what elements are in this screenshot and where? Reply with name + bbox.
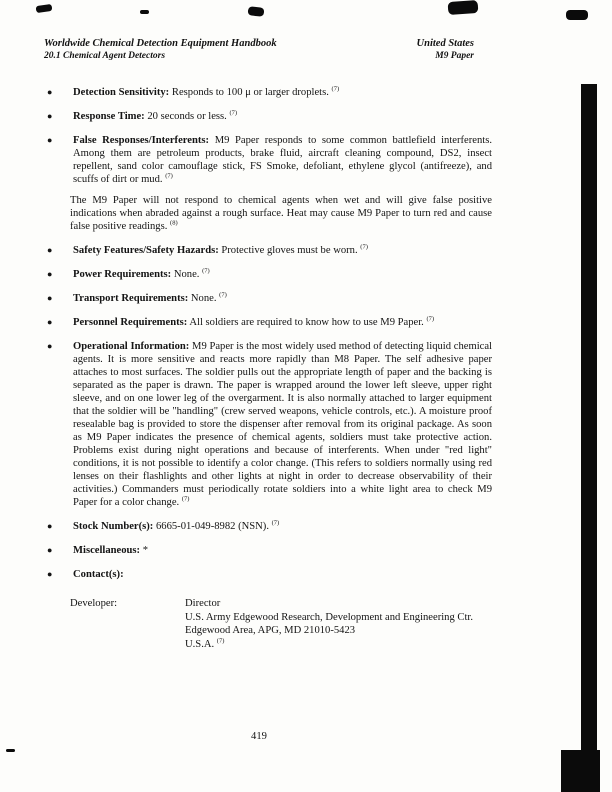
false-responses-continuation xyxy=(70,194,492,233)
footnote-ref: (7) xyxy=(216,636,225,644)
page-header xyxy=(44,38,474,62)
bullet-power-requirements xyxy=(44,268,492,281)
bullet-value: M9 Paper is the most widely used method of detecting liquid chemical agents. It is more sensitive and reacts more rapidly than M8 Paper. The self adhesive paper attaches to most surfaces. The soldier pulls out the appropriate length of paper and the backing is separated as the paper is drawn. The paper is wrapped around the lower left sleeve, upper right sleeve, and on one lower leg of the overgarment. It is also normally attached to larger equipment that the soldier will be "handling" (crew served weapons, vehicle controls, etc.). A moisture proof resealable bag is provided to store the dispenser after removal from its original package. As soon as M9 Paper indicates the presence of chemical agents, soldiers must take protective action. Problems exist during night operations and because of interferents. When under "red light" conditions, it is not possible to identify a color change. (This refers to soldiers normally using red lenses on their flashlights and other lights at night in order to decrease observability of their activities.) Commanders must periodically rotate soldiers into a white light area to check M9 Paper for a color change. xyxy=(73,341,492,508)
bullet-text xyxy=(73,134,492,186)
bullet-label: Contact(s): xyxy=(73,569,124,580)
bullet-detection-sensitivity xyxy=(44,86,492,99)
bullet-value: Protective gloves must be worn. xyxy=(221,245,358,256)
handbook-title: Worldwide Chemical Detection Equipment Handbook xyxy=(44,38,277,49)
bullet-safety-features xyxy=(44,244,492,257)
bullet-label: Power Requirements: xyxy=(73,269,172,280)
bullet-icon: ● xyxy=(47,317,53,327)
bullet-label: Stock Number(s): xyxy=(73,521,154,532)
bullet-text xyxy=(73,316,492,329)
bullet-value: 20 seconds or less. xyxy=(147,111,227,122)
scan-artifact xyxy=(6,749,15,752)
bullet-icon: ● xyxy=(47,269,53,279)
bullet-text xyxy=(73,292,492,305)
page-number: 419 xyxy=(251,731,267,742)
scan-artifact-right-bar xyxy=(581,84,597,792)
bullet-stock-numbers xyxy=(44,520,492,533)
bullet-text xyxy=(73,544,492,557)
bullet-transport-requirements xyxy=(44,292,492,305)
bullet-text xyxy=(73,86,492,99)
bullet-label: False Responses/Interferents: xyxy=(73,135,210,146)
contact-block xyxy=(70,597,492,651)
bullet-label: Response Time: xyxy=(73,111,145,122)
footnote-ref: (7) xyxy=(219,291,227,299)
footnote-ref: (7) xyxy=(331,85,340,93)
bullet-label: Detection Sensitivity: xyxy=(73,87,170,98)
bullet-text xyxy=(73,520,492,533)
contact-line: U.S. Army Edgewood Research, Development and Engineering Ctr. xyxy=(185,611,474,623)
bullet-value: None. xyxy=(173,269,200,280)
bullet-value: * xyxy=(142,545,149,556)
contact-role-label: Developer: xyxy=(70,598,118,609)
footnote-ref: (7) xyxy=(271,519,280,527)
bullet-label: Safety Features/Safety Hazards: xyxy=(73,245,219,256)
scan-artifact xyxy=(448,0,479,15)
bullet-value: Responds to 100 μ or larger droplets. xyxy=(171,87,329,98)
bullet-value: None. xyxy=(190,293,217,304)
bullet-text xyxy=(73,268,492,281)
footnote-ref: (7) xyxy=(165,172,173,180)
contact-line: Director xyxy=(185,598,221,609)
country-label: United States xyxy=(416,38,474,49)
footnote-ref: (8) xyxy=(170,219,178,227)
bullet-text xyxy=(73,568,492,581)
bullet-label: Miscellaneous: xyxy=(73,545,141,556)
bullet-value: All soldiers are required to know how to use M9 Paper. xyxy=(189,317,424,328)
bullet-icon: ● xyxy=(47,135,53,145)
bullet-icon: ● xyxy=(47,545,53,555)
bullet-value: 6665-01-049-8982 (NSN). xyxy=(155,521,269,532)
bullet-response-time xyxy=(44,110,492,123)
bullet-contacts xyxy=(44,568,492,581)
scan-artifact xyxy=(36,4,53,13)
bullet-value: M9 Paper responds to some common battlefield interferents. Among them are petroleum products, brake fluid, aircraft cleaning compound, DS2, insect repellent, sand color camouflage stick, FS Smoke, defoliant, ethylene glycol (antifreeze), and scuffs of dirt or mud. xyxy=(73,135,492,185)
contact-line: Edgewood Area, APG, MD 21010-5423 xyxy=(185,625,356,636)
header-left xyxy=(44,38,277,62)
bullet-label: Transport Requirements: xyxy=(73,293,189,304)
equipment-label: M9 Paper xyxy=(435,51,474,61)
footnote-ref: (7) xyxy=(426,315,435,323)
bullet-personnel-requirements xyxy=(44,316,492,329)
contact-country: U.S.A. xyxy=(185,638,215,650)
bullet-label: Personnel Requirements: xyxy=(73,317,188,328)
scan-artifact xyxy=(140,10,149,14)
contact-address xyxy=(185,597,492,651)
scan-artifact-bottom-block xyxy=(561,750,600,792)
bullet-icon: ● xyxy=(47,341,53,351)
bullet-text xyxy=(73,340,492,509)
continuation-text: The M9 Paper will not respond to chemical agents when wet and will give false positive indications when abraded against a rough surface. Heat may cause M9 Paper to turn red and cause false positive readings. xyxy=(70,195,492,232)
bullet-text xyxy=(73,244,492,257)
bullet-icon: ● xyxy=(47,245,53,255)
bullet-icon: ● xyxy=(47,569,53,579)
bullet-miscellaneous xyxy=(44,544,492,557)
scan-artifact xyxy=(566,10,588,20)
section-title: 20.1 Chemical Agent Detectors xyxy=(44,51,166,61)
scan-artifact xyxy=(248,6,265,17)
footnote-ref: (7) xyxy=(202,267,210,275)
bullet-icon: ● xyxy=(47,293,53,303)
bullet-text xyxy=(73,110,492,123)
bullet-false-responses xyxy=(44,134,492,186)
contact-line xyxy=(185,638,492,652)
bullet-label: Operational Information: xyxy=(73,341,190,352)
footnote-ref: (7) xyxy=(360,243,368,251)
bullet-operational-information xyxy=(44,340,492,509)
bullet-icon: ● xyxy=(47,87,53,97)
bullet-icon: ● xyxy=(47,521,53,531)
footnote-ref: (7) xyxy=(229,109,238,117)
document-body xyxy=(44,86,492,651)
header-right xyxy=(417,38,474,62)
bullet-icon: ● xyxy=(47,111,53,121)
footnote-ref: (7) xyxy=(181,495,190,503)
